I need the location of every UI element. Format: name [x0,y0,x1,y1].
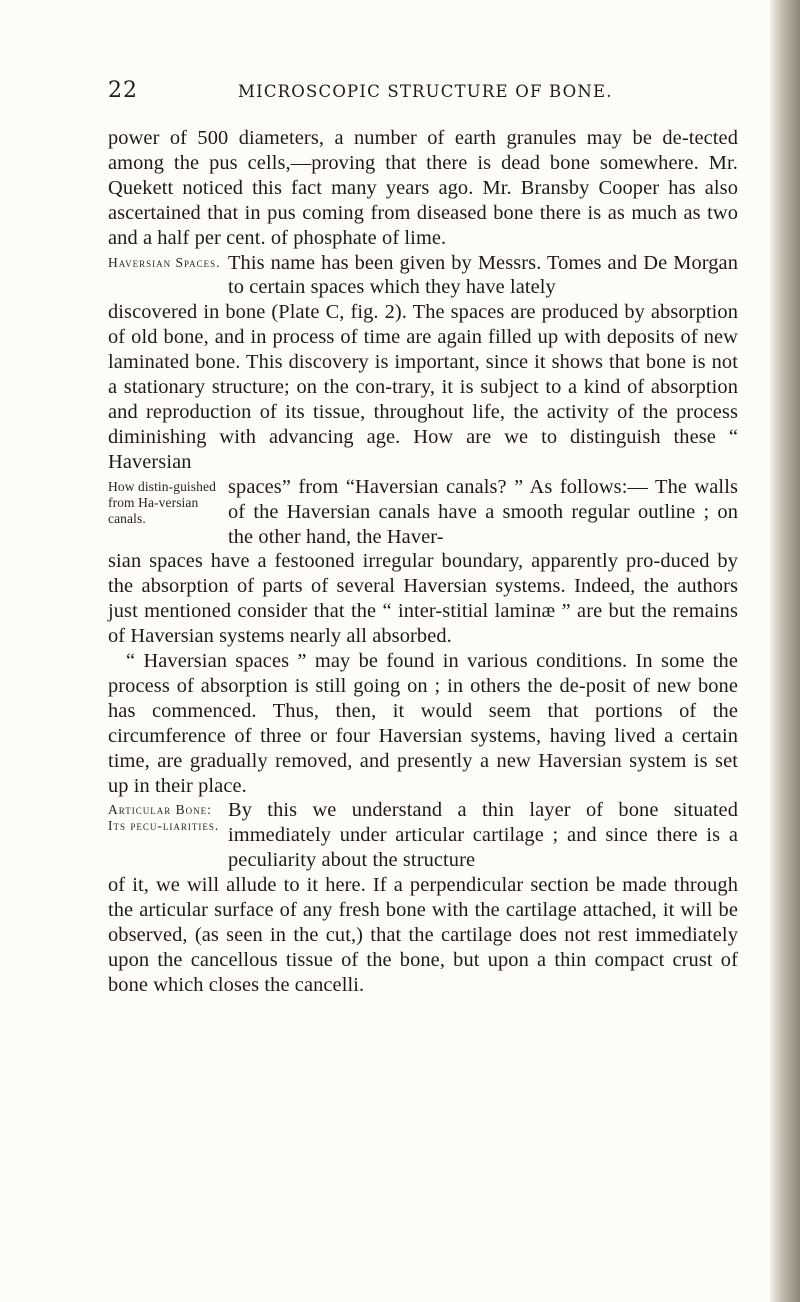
sidenote-articular-bone: Articular Bone: Its pecu-liarities. [108,802,220,834]
page-body [108,126,738,998]
paragraph-articular-bone: of it, we will allude to it here. If a perpendicular section be made through the articular surface of any fresh bone with the cartilage attached, it will be observed, (as seen in the cut,) that the cartilage does not rest immediately upon the cancellous tissue of the bone, but upon a thin compact crust of bone which closes the cancelli. [108,874,738,996]
page-edge-shadow [770,0,800,1302]
distinguished-block [108,475,738,550]
distinguished-lead-text: spaces” from “Haversian canals? ” As follows:— The walls of the Haversian canals have a smooth regular outline ; on the other hand, the Haver- [228,475,738,548]
page-header [108,78,768,108]
paragraph-haversian-spaces: discovered in bone (Plate C, fig. 2). The spaces are produced by absorption of old bone, and in process of time are again filled up with deposits of new laminated bone. This discovery is important, since it shows that bone is not a stationary structure; on the con-trary, it is subject to a kind of absorption and reproduction of its tissue, throughout life, the activity of the process diminishing with advancing age. How are we to distinguish these “ Haversian [108,301,738,473]
paragraph-pus-granules: power of 500 diameters, a number of earth granules may be de-tected among the pus cells,—proving that there is dead bone somewhere. Mr. Quekett noticed this fact many years ago. Mr. Bransby Cooper has also ascertained that in pus coming from diseased bone there is as much as two and a half per cent. of phosphate of lime. [108,127,738,249]
articular-lead-text: By this we understand a thin layer of bone situated immediately under articular cartilage ; and since there is a peculiarity about the structure [228,799,738,872]
page-number: 22 [108,78,138,103]
haversian-lead-text: This name has been given by Messrs. Tomes and De Morgan to certain spaces which they have lately [228,251,738,299]
sidenote-distinguished: How distin-guished from Ha-versian canals. [108,478,216,526]
articular-bone-block [108,798,738,873]
haversian-spaces-block [108,251,738,301]
sidenote-haversian-spaces: Haversian Spaces. [108,254,221,270]
paragraph-distinguished: sian spaces have a festooned irregular boundary, apparently pro-duced by the absorption of parts of several Haversian systems. Indeed, the authors just mentioned consider that the “ inter-stitial laminæ ” are but the remains of Haversian systems nearly all absorbed. [108,550,738,648]
running-head: MICROSCOPIC STRUCTURE OF BONE. [238,82,613,101]
paragraph-conditions: “ Haversian spaces ” may be found in various conditions. In some the process of absorption is still going on ; in others the de-posit of new bone has commenced. Thus, then, it would seem that portions of the circumference of three or four Haversian systems, having lived a certain time, are gradually removed, and presently a new Haversian system is set up in their place. [108,650,738,797]
